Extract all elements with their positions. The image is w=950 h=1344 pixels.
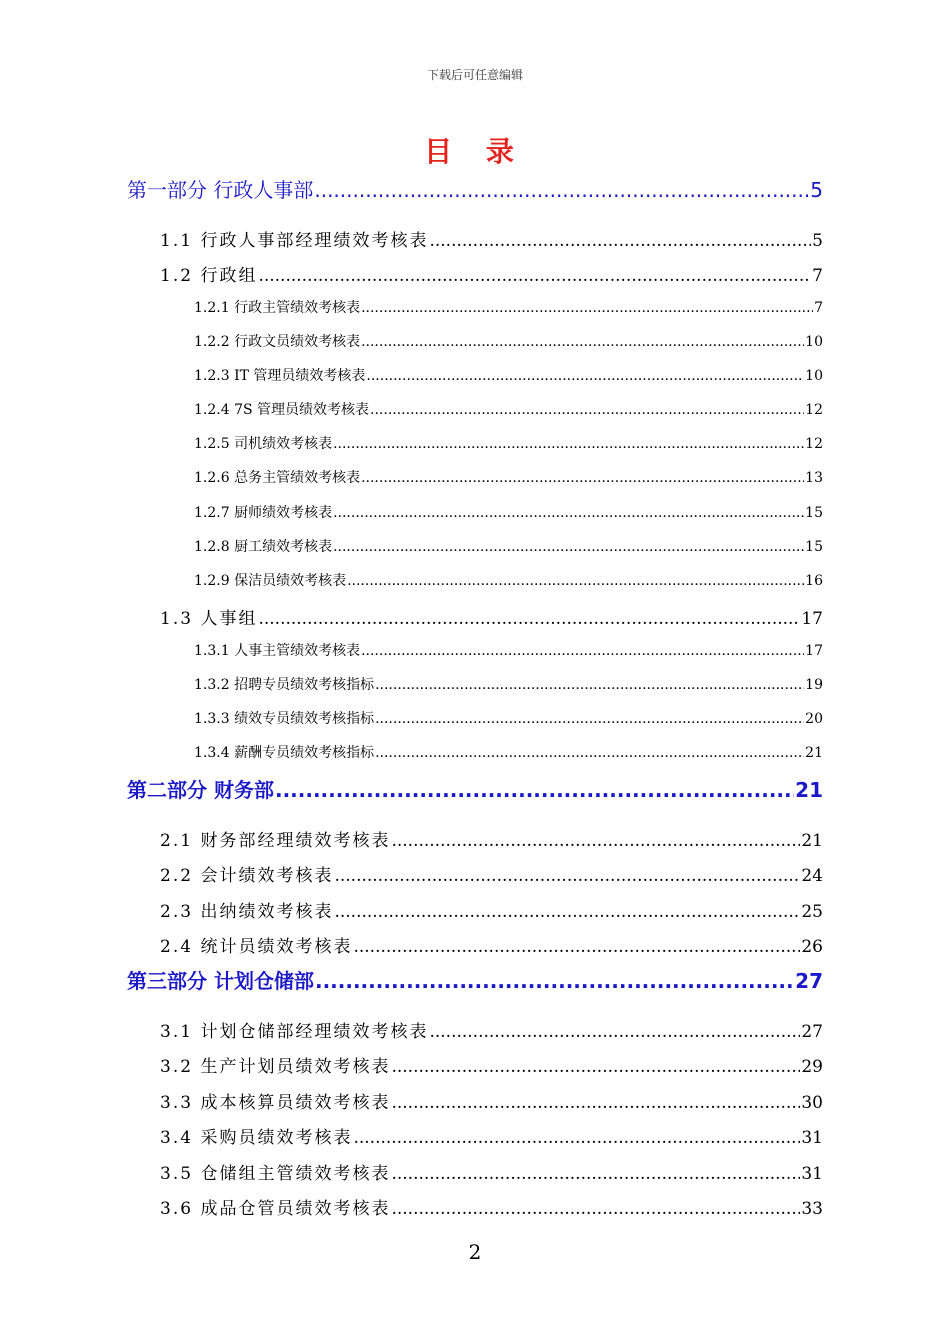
toc-entry-label: 第一部分 行政人事部 <box>127 178 314 202</box>
toc-entry-label: 1.3.4 薪酬专员绩效考核指标 <box>194 745 375 761</box>
toc-leader-dots <box>361 470 804 486</box>
toc-leader-dots <box>258 266 811 286</box>
toc-entry-level-2[interactable] <box>194 502 823 522</box>
page-number: 2 <box>468 1240 482 1264</box>
toc-leader-dots <box>258 609 800 629</box>
toc-entry-label: 2.3 出纳绩效考核表 <box>160 902 334 922</box>
toc-entry-page: 31 <box>801 1164 823 1184</box>
toc-leader-dots <box>375 745 804 761</box>
toc-entry-level-2[interactable] <box>194 331 823 351</box>
toc-entry-level-2[interactable] <box>194 742 823 762</box>
toc-entry-level-1[interactable] <box>160 226 823 251</box>
toc-entry-label: 1.3.3 绩效专员绩效考核指标 <box>194 711 375 727</box>
toc-entry-page: 21 <box>805 745 823 761</box>
toc-entry-level-2[interactable] <box>194 399 823 419</box>
toc-entry-label: 1.2.4 7S 管理员绩效考核表 <box>194 402 370 418</box>
toc-leader-dots <box>366 368 804 384</box>
toc-entry-label: 1.3.1 人事主管绩效考核表 <box>194 643 361 659</box>
toc-entry-label: 3.4 采购员绩效考核表 <box>160 1128 353 1148</box>
toc-entry-page: 25 <box>801 902 823 922</box>
toc-entry-label: 3.3 成本核算员绩效考核表 <box>160 1093 391 1113</box>
toc-leader-dots <box>429 231 811 251</box>
toc-entry-label: 3.5 仓储组主管绩效考核表 <box>160 1164 391 1184</box>
toc-leader-dots <box>333 436 804 452</box>
toc-entry-page: 24 <box>801 866 823 886</box>
toc-entry-level-2[interactable] <box>194 708 823 728</box>
toc-entry-level-1[interactable] <box>160 1123 823 1148</box>
toc-entry-page: 27 <box>801 1022 823 1042</box>
toc-entry-level-0[interactable] <box>127 965 823 994</box>
toc-entry-label: 1.3.2 招聘专员绩效考核指标 <box>194 677 375 693</box>
toc-entry-level-0[interactable] <box>127 174 823 203</box>
toc-entry-level-1[interactable] <box>160 932 823 957</box>
toc-entry-page: 33 <box>801 1199 823 1219</box>
toc-entry-level-2[interactable] <box>194 297 823 317</box>
toc-leader-dots <box>333 539 804 555</box>
toc-entry-level-2[interactable] <box>194 467 823 487</box>
toc-leader-dots <box>314 178 809 202</box>
toc-entry-page: 29 <box>801 1057 823 1077</box>
toc-entry-page: 31 <box>801 1128 823 1148</box>
toc-leader-dots <box>361 334 804 350</box>
toc-entry-level-2[interactable] <box>194 433 823 453</box>
toc-entry-page: 10 <box>805 368 823 384</box>
toc-entry-page: 12 <box>805 402 823 418</box>
toc-entry-label: 3.2 生产计划员绩效考核表 <box>160 1057 391 1077</box>
toc-leader-dots <box>391 1057 800 1077</box>
toc-leader-dots <box>361 643 804 659</box>
toc-entry-level-1[interactable] <box>160 1088 823 1113</box>
toc-leader-dots <box>275 778 794 802</box>
toc-entry-label: 1.2 行政组 <box>160 266 258 286</box>
toc-entry-level-2[interactable] <box>194 536 823 556</box>
toc-entry-label: 1.3 人事组 <box>160 609 258 629</box>
toc-entry-page: 20 <box>805 711 823 727</box>
toc-leader-dots <box>391 1199 800 1219</box>
toc-leader-dots <box>370 402 804 418</box>
toc-leader-dots <box>429 1022 800 1042</box>
toc-entry-label: 第三部分 计划仓储部 <box>127 969 314 993</box>
toc-entry-label: 2.4 统计员绩效考核表 <box>160 937 353 957</box>
toc-entry-page: 21 <box>801 831 823 851</box>
toc-entry-level-2[interactable] <box>194 640 823 660</box>
toc-entry-page: 21 <box>795 778 823 802</box>
toc-entry-page: 7 <box>812 266 823 286</box>
toc-entry-label: 3.1 计划仓储部经理绩效考核表 <box>160 1022 429 1042</box>
toc-leader-dots <box>334 866 800 886</box>
toc-leader-dots <box>334 902 800 922</box>
toc-leader-dots <box>353 1128 800 1148</box>
toc-leader-dots <box>391 1164 800 1184</box>
toc-entry-page: 16 <box>805 573 823 589</box>
toc-title: 目 录 <box>424 135 526 168</box>
page-header: 下载后可任意编辑 <box>426 68 523 82</box>
toc-entry-label: 1.2.9 保洁员绩效考核表 <box>194 573 347 589</box>
toc-entry-level-2[interactable] <box>194 570 823 590</box>
toc-entry-page: 10 <box>805 334 823 350</box>
toc-entry-level-1[interactable] <box>160 1194 823 1219</box>
toc-entry-label: 2.1 财务部经理绩效考核表 <box>160 831 391 851</box>
toc-leader-dots <box>391 1093 800 1113</box>
toc-entry-page: 17 <box>801 609 823 629</box>
toc-entry-level-1[interactable] <box>160 861 823 886</box>
toc-leader-dots <box>391 831 800 851</box>
toc-leader-dots <box>361 300 813 316</box>
toc-entry-label: 第二部分 财务部 <box>127 778 274 802</box>
toc-entry-page: 12 <box>805 436 823 452</box>
toc-leader-dots <box>347 573 804 589</box>
toc-entry-level-2[interactable] <box>194 674 823 694</box>
toc-entry-level-1[interactable] <box>160 1159 823 1184</box>
toc-entry-level-2[interactable] <box>194 365 823 385</box>
toc-entry-page: 13 <box>805 470 823 486</box>
toc-entry-label: 2.2 会计绩效考核表 <box>160 866 334 886</box>
toc-entry-level-1[interactable] <box>160 1017 823 1042</box>
toc-entry-label: 1.2.7 厨师绩效考核表 <box>194 505 333 521</box>
toc-entry-label: 1.2.5 司机绩效考核表 <box>194 436 333 452</box>
toc-leader-dots <box>353 937 800 957</box>
toc-entry-page: 19 <box>805 677 823 693</box>
toc-entry-label: 1.2.1 行政主管绩效考核表 <box>194 300 361 316</box>
toc-entry-level-1[interactable] <box>160 1052 823 1077</box>
toc-entry-label: 1.1 行政人事部经理绩效考核表 <box>160 231 429 251</box>
toc-entry-page: 26 <box>801 937 823 957</box>
toc-entry-label: 3.6 成品仓管员绩效考核表 <box>160 1199 391 1219</box>
toc-entry-label: 1.2.3 IT 管理员绩效考核表 <box>194 368 366 384</box>
toc-leader-dots <box>333 505 804 521</box>
toc-entry-page: 5 <box>810 178 823 202</box>
toc-leader-dots <box>375 711 804 727</box>
toc-entry-page: 5 <box>812 231 823 251</box>
toc-entry-level-1[interactable] <box>160 604 823 629</box>
toc-entry-page: 27 <box>795 969 823 993</box>
toc-entry-page: 7 <box>814 300 823 316</box>
toc-entry-level-1[interactable] <box>160 261 823 286</box>
toc-leader-dots <box>375 677 804 693</box>
toc-entry-level-1[interactable] <box>160 897 823 922</box>
toc-entry-label: 1.2.2 行政文员绩效考核表 <box>194 334 361 350</box>
toc-entry-page: 15 <box>805 539 823 555</box>
toc-entry-page: 15 <box>805 505 823 521</box>
toc-entry-label: 1.2.6 总务主管绩效考核表 <box>194 470 361 486</box>
toc-entry-page: 30 <box>801 1093 823 1113</box>
toc-entry-level-1[interactable] <box>160 826 823 851</box>
toc-leader-dots <box>315 969 794 993</box>
toc-entry-label: 1.2.8 厨工绩效考核表 <box>194 539 333 555</box>
toc-entry-page: 17 <box>805 643 823 659</box>
toc-entry-level-0[interactable] <box>127 774 823 803</box>
